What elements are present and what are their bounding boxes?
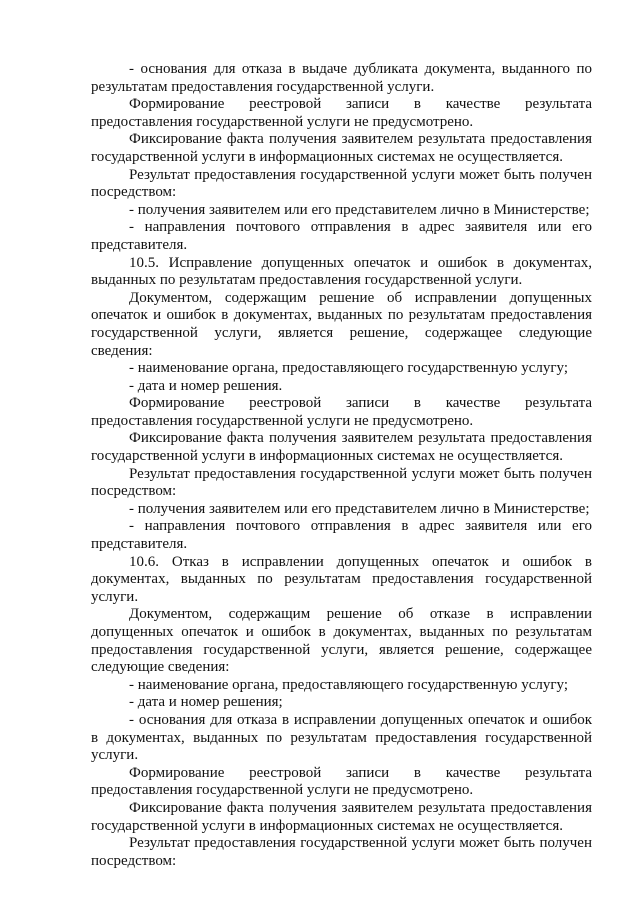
list-item: - наименование органа, предоставляющего государственную услугу; — [129, 676, 568, 693]
paragraph: Результат предоставления государственной услуги может быть получен посредством: — [91, 835, 592, 869]
paragraph: Документом, содержащим решение об исправлении допущенных опечаток и ошибок в документах, выданных по результатам предоставления государственной услуги, является решение, содержащее следующие сведения: — [91, 289, 592, 359]
list-item: - дата и номер решения. — [129, 377, 283, 394]
list-item: - направления почтового отправления в адрес заявителя или его представителя. — [91, 219, 592, 253]
paragraph: Фиксирование факта получения заявителем результата предоставления государственной услуги в информационных системах не осуществляется. — [91, 799, 592, 834]
paragraph: Формирование реестровой записи в качестве результата предоставления государственной услуги не предусмотрено. — [91, 96, 592, 130]
list-item: - дата и номер решения; — [129, 694, 283, 711]
paragraph: Результат предоставления государственной услуги может быть получен посредством: — [91, 166, 592, 201]
list-item: - получения заявителем или его представителем лично в Министерстве; — [129, 500, 590, 517]
list-item: - получения заявителем или его представителем лично в Министерстве; — [129, 201, 590, 218]
paragraph: Фиксирование факта получения заявителем результата предоставления государственной услуги в информационных системах не осуществляется. — [91, 430, 592, 465]
paragraph: Документом, содержащим решение об отказе в исправлении допущенных опечаток и ошибок в документах, выданных по результатам предоставления государственной услуги, является решение, содержащее следующие сведения: — [91, 606, 592, 676]
list-item: - наименование органа, предоставляющего государственную услугу; — [129, 360, 568, 377]
paragraph: Формирование реестровой записи в качестве результата предоставления государственной услуги не предусмотрено. — [91, 395, 592, 429]
list-item: - направления почтового отправления в адрес заявителя или его представителя. — [91, 518, 592, 553]
paragraph: Формирование реестровой записи в качестве результата предоставления государственной услуги не предусмотрено. — [91, 764, 592, 799]
section-heading-10-6: 10.6. Отказ в исправлении допущенных опечаток и ошибок в документах, выданных по результатам предоставления государственной услуги. — [91, 553, 592, 605]
paragraph: Результат предоставления государственной услуги может быть получен посредством: — [91, 465, 592, 500]
paragraph: Фиксирование факта получения заявителем результата предоставления государственной услуги в информационных системах не осуществляется. — [91, 131, 592, 165]
paragraph: - основания для отказа в выдаче дубликата документа, выданного по результатам предоставления государственной услуги. — [91, 61, 592, 95]
section-heading-10-5: 10.5. Исправление допущенных опечаток и ошибок в документах, выданных по результатам предоставления государственной услуги. — [91, 254, 592, 289]
list-item: - основания для отказа в исправлении допущенных опечаток и ошибок в документах, выданных по результатам предоставления государственной услуги. — [91, 711, 592, 764]
